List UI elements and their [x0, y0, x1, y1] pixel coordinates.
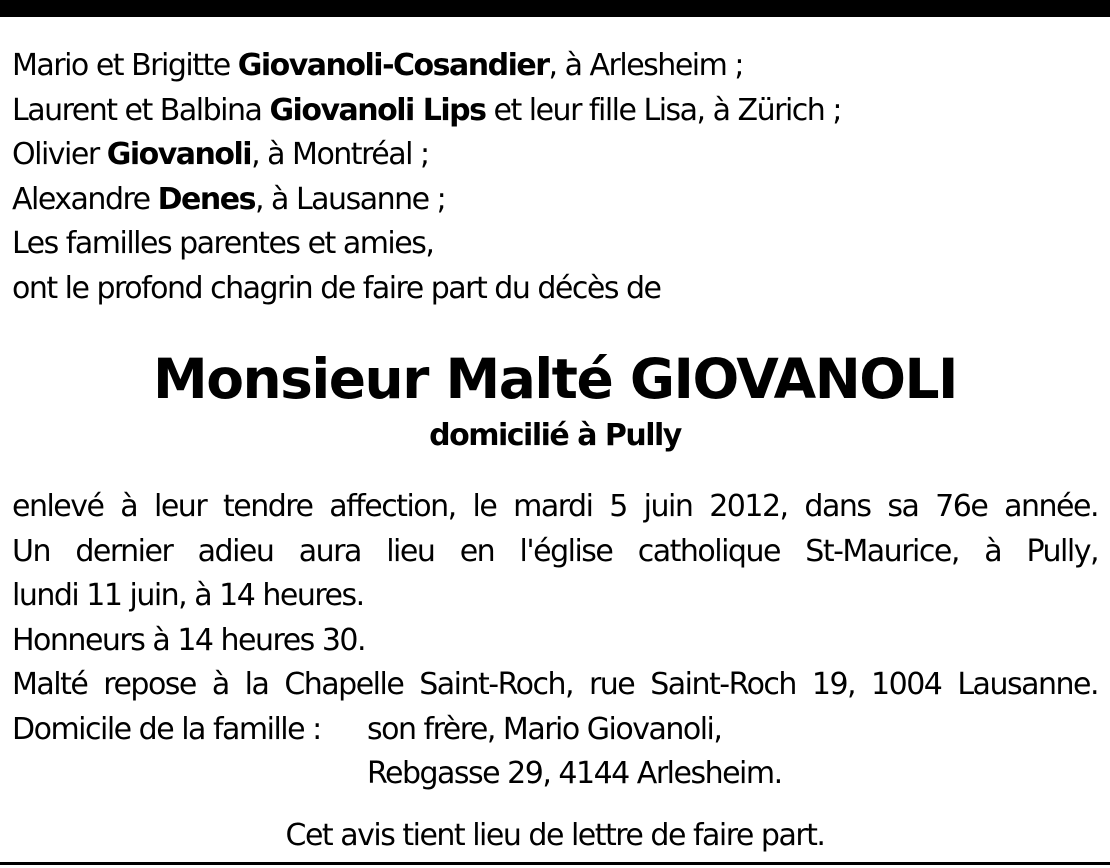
closing-note: Cet avis tient lieu de lettre de faire part. [285, 817, 825, 853]
top-rule [0, 0, 1110, 17]
family-line [12, 178, 1098, 223]
family-prefix: Laurent et Balbina [12, 92, 270, 128]
details-line: Honneurs à 14 heures 30. [12, 622, 366, 658]
domicile-address-line: Rebgasse 29, 4144 Arlesheim. [367, 756, 782, 791]
family-surname: Denes [157, 181, 255, 217]
domicile-address-line: son frère, Mario Giovanoli, [367, 711, 722, 747]
family-prefix: Mario et Brigitte [12, 48, 238, 83]
family-surname: Giovanoli-Cosandier [237, 48, 549, 83]
families-line: Les familles parentes et amies, [12, 226, 434, 261]
family-list [12, 44, 1098, 311]
bottom-rule [0, 862, 1110, 865]
announcement-line: ont le profond chagrin de faire part du décès de [12, 270, 661, 306]
family-suffix: , à Arlesheim ; [548, 48, 743, 83]
deceased-residence: domicilié à Pully [429, 418, 681, 453]
details-line: Malté repose à la Chapelle Saint-Roch, rue Saint-Roch 19, 1004 Lausanne. [12, 667, 1098, 702]
domicile-address [367, 708, 782, 797]
family-surname: Giovanoli [106, 137, 252, 172]
domicile-label: Domicile de la famille : [12, 711, 321, 747]
family-line [12, 133, 1098, 178]
family-suffix: , à Lausanne ; [254, 181, 446, 217]
family-suffix: et leur fille Lisa, à Zürich ; [485, 92, 841, 128]
details-line: Un dernier adieu aura lieu en l'église catholique St-Maurice, à Pully, [12, 533, 1098, 569]
family-line [12, 44, 1098, 89]
family-prefix: Alexandre [12, 181, 158, 217]
family-suffix: , à Montréal ; [251, 137, 429, 172]
details-block [12, 485, 1098, 797]
deceased-name: Monsieur Malté GIOVANOLI [152, 347, 957, 411]
obituary-notice [12, 44, 1098, 858]
family-prefix: Olivier [12, 137, 107, 172]
family-domicile [12, 708, 1098, 797]
details-line: enlevé à leur tendre affection, le mardi 5 juin 2012, dans sa 76e année. [12, 489, 1098, 524]
details-line: lundi 11 juin, à 14 heures. [12, 578, 364, 613]
family-line [12, 89, 1098, 134]
family-surname: Giovanoli Lips [269, 92, 486, 128]
